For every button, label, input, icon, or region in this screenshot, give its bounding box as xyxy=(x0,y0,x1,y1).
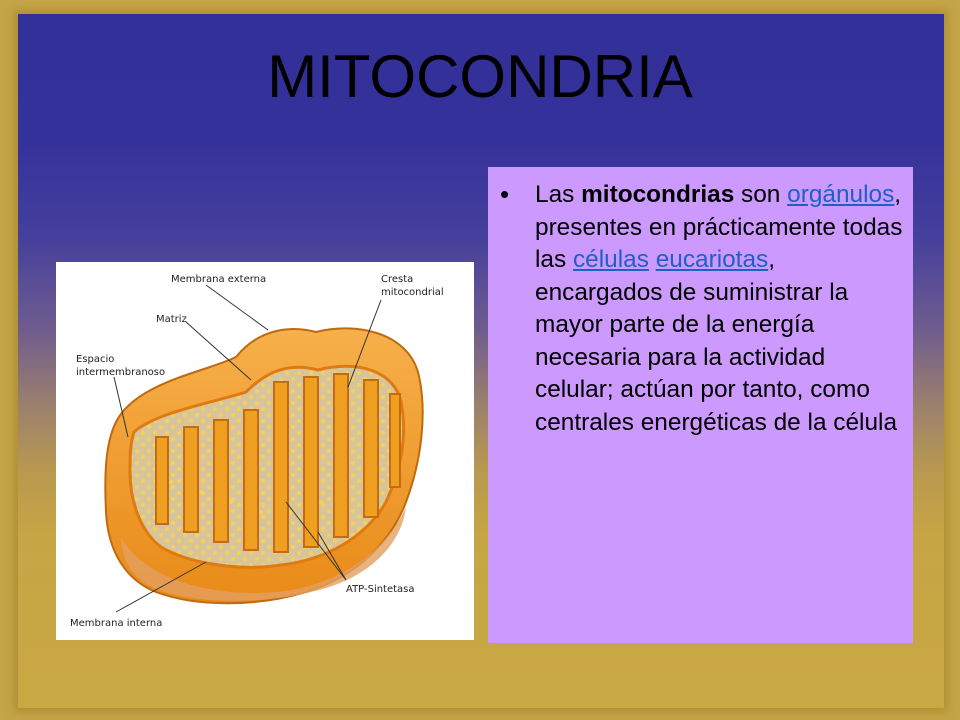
link-celulas[interactable]: células xyxy=(572,246,649,273)
bullet-dot: • xyxy=(500,179,510,209)
slide-title: MITOCONDRIA xyxy=(267,43,693,110)
intro-text: Las xyxy=(535,181,582,208)
after-bold-text: son xyxy=(734,181,788,208)
text-box xyxy=(488,167,913,643)
bold-term: mitocondrias xyxy=(581,181,735,208)
label-espacio: Espacio xyxy=(76,354,115,365)
bullet-text xyxy=(535,179,905,439)
label-membrana-interna: Membrana interna xyxy=(70,618,163,629)
link-organulos[interactable]: orgánulos xyxy=(787,181,895,208)
label-intermembranoso: intermembranoso xyxy=(76,367,166,378)
link-gap xyxy=(649,246,656,273)
rest-text: , encargados de suministrar la mayor parte de la energía necesaria para la actividad celular; actúan por tanto, como centrales energéticas de la célula xyxy=(535,246,898,436)
label-cresta: Cresta xyxy=(381,274,414,285)
link-eucariotas[interactable]: eucariotas xyxy=(655,246,769,273)
label-atp-sintetasa: ATP-Sintetasa xyxy=(346,584,415,595)
mitochondria-illustration xyxy=(56,262,474,640)
label-matriz: Matriz xyxy=(156,314,187,325)
label-mitocondrial: mitocondrial xyxy=(381,287,444,298)
label-membrana-externa: Membrana externa xyxy=(171,274,267,285)
after-link1-text: , presentes en prácticamente todas las xyxy=(535,181,903,273)
mitochondria-diagram xyxy=(56,262,474,640)
